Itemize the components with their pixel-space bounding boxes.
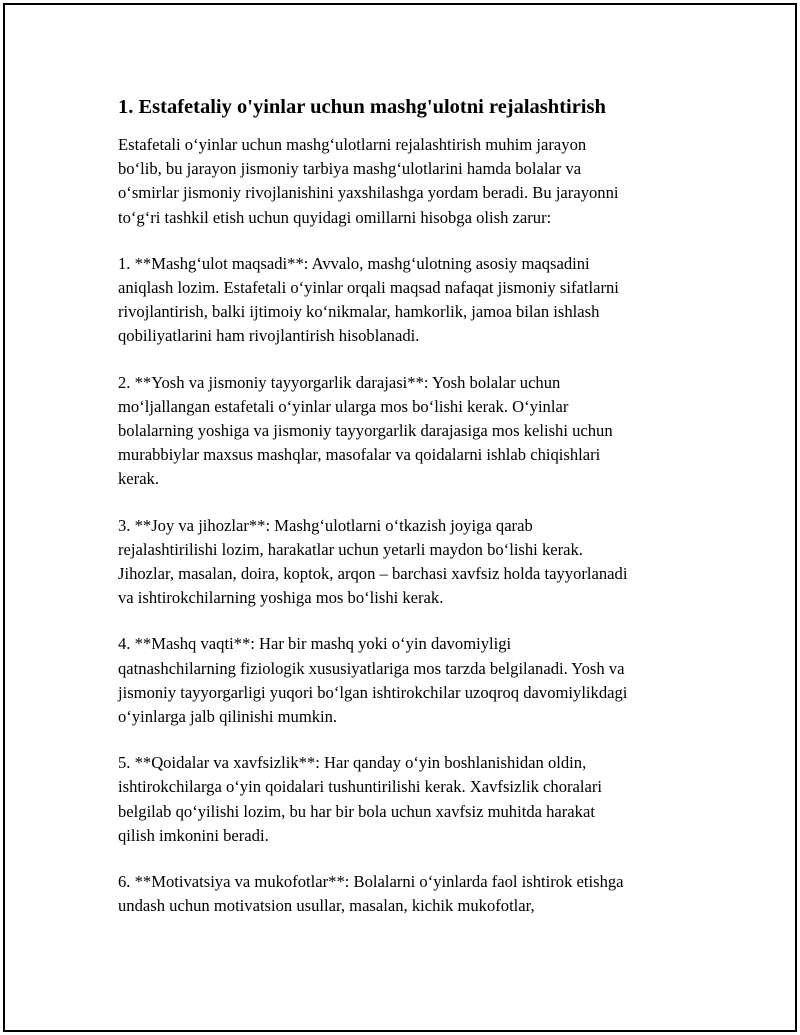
section-heading: 1. Estafetaliy o'yinlar uchun mashg'ulotni rejalashtirish bbox=[118, 96, 606, 118]
paragraph-age-fitness-level: 2. **Yosh va jismoniy tayyorgarlik darajasi**: Yosh bolalar uchun mo‘ljallangan estafetali o‘yinlar ularga mos bo‘lishi kerak. O‘yinlar bolalarning yoshiga va jismoniy tayyorgarlik darajasiga mos kelishi uchun murabbiylar maxsus mashqlar, masofalar va qoidalarni ishlab chiqishlari kerak. bbox=[118, 372, 613, 489]
document-body bbox=[118, 94, 690, 940]
paragraph-motivation-rewards: 6. **Motivatsiya va mukofotlar**: Bolalarni o‘yinlarda faol ishtirok etishga undash uchun motivatsion usullar, masalan, kichik mukofotlar, bbox=[118, 872, 624, 916]
intro-paragraph: Estafetali o‘yinlar uchun mashg‘ulotlarni rejalashtirish muhim jarayon bo‘lib, bu jarayon jismoniy tarbiya mashg‘ulotlarini hamda bolalar va o‘smirlar jismoniy rivojlanishini yaxshilashga yordam beradi. Bu jarayonni to‘g‘ri tashkil etish uchun quyidagi omillarni hisobga olish zarur: bbox=[118, 135, 619, 227]
paragraph-exercise-time: 4. **Mashq vaqti**: Har bir mashq yoki o‘yin davomiyligi qatnashchilarning fiziologik xususiyatlariga mos tarzda belgilanadi. Yosh va jismoniy tayyorgarligi yuqori bo‘lgan ishtirokchilar uzoqroq davomiylikdagi o‘yinlarga jalb qilinishi mumkin. bbox=[118, 634, 628, 727]
paragraph-place-equipment: 3. **Joy va jihozlar**: Mashg‘ulotlarni o‘tkazish joyiga qarab rejalashtirilishi lozim, harakatlar uchun yetarli maydon bo‘lishi kerak. Jihozlar, masalan, doira, koptok, arqon – barchasi xavfsiz holda tayyorlanadi va ishtirokchilarning yoshiga mos bo‘lishi kerak. bbox=[118, 515, 628, 608]
paragraph-training-goal: 1. **Mashg‘ulot maqsadi**: Avvalo, mashg‘ulotning asosiy maqsadini aniqlash lozim. Estafetali o‘yinlar orqali maqsad nafaqat jismoniy sifatlarni rivojlantirish, balki ijtimoiy ko‘nikmalar, hamkorlik, jamoa bilan ishlash qobiliyatlarini ham rivojlantirish hisoblanadi. bbox=[118, 253, 619, 346]
paragraph-rules-safety: 5. **Qoidalar va xavfsizlik**: Har qanday o‘yin boshlanishidan oldin, ishtirokchilarga o‘yin qoidalari tushuntirilishi kerak. Xavfsizlik choralari belgilab qo‘yilishi lozim, bu har bir bola uchun xavfsiz muhitda harakat qilish imkonini beradi. bbox=[118, 753, 603, 845]
